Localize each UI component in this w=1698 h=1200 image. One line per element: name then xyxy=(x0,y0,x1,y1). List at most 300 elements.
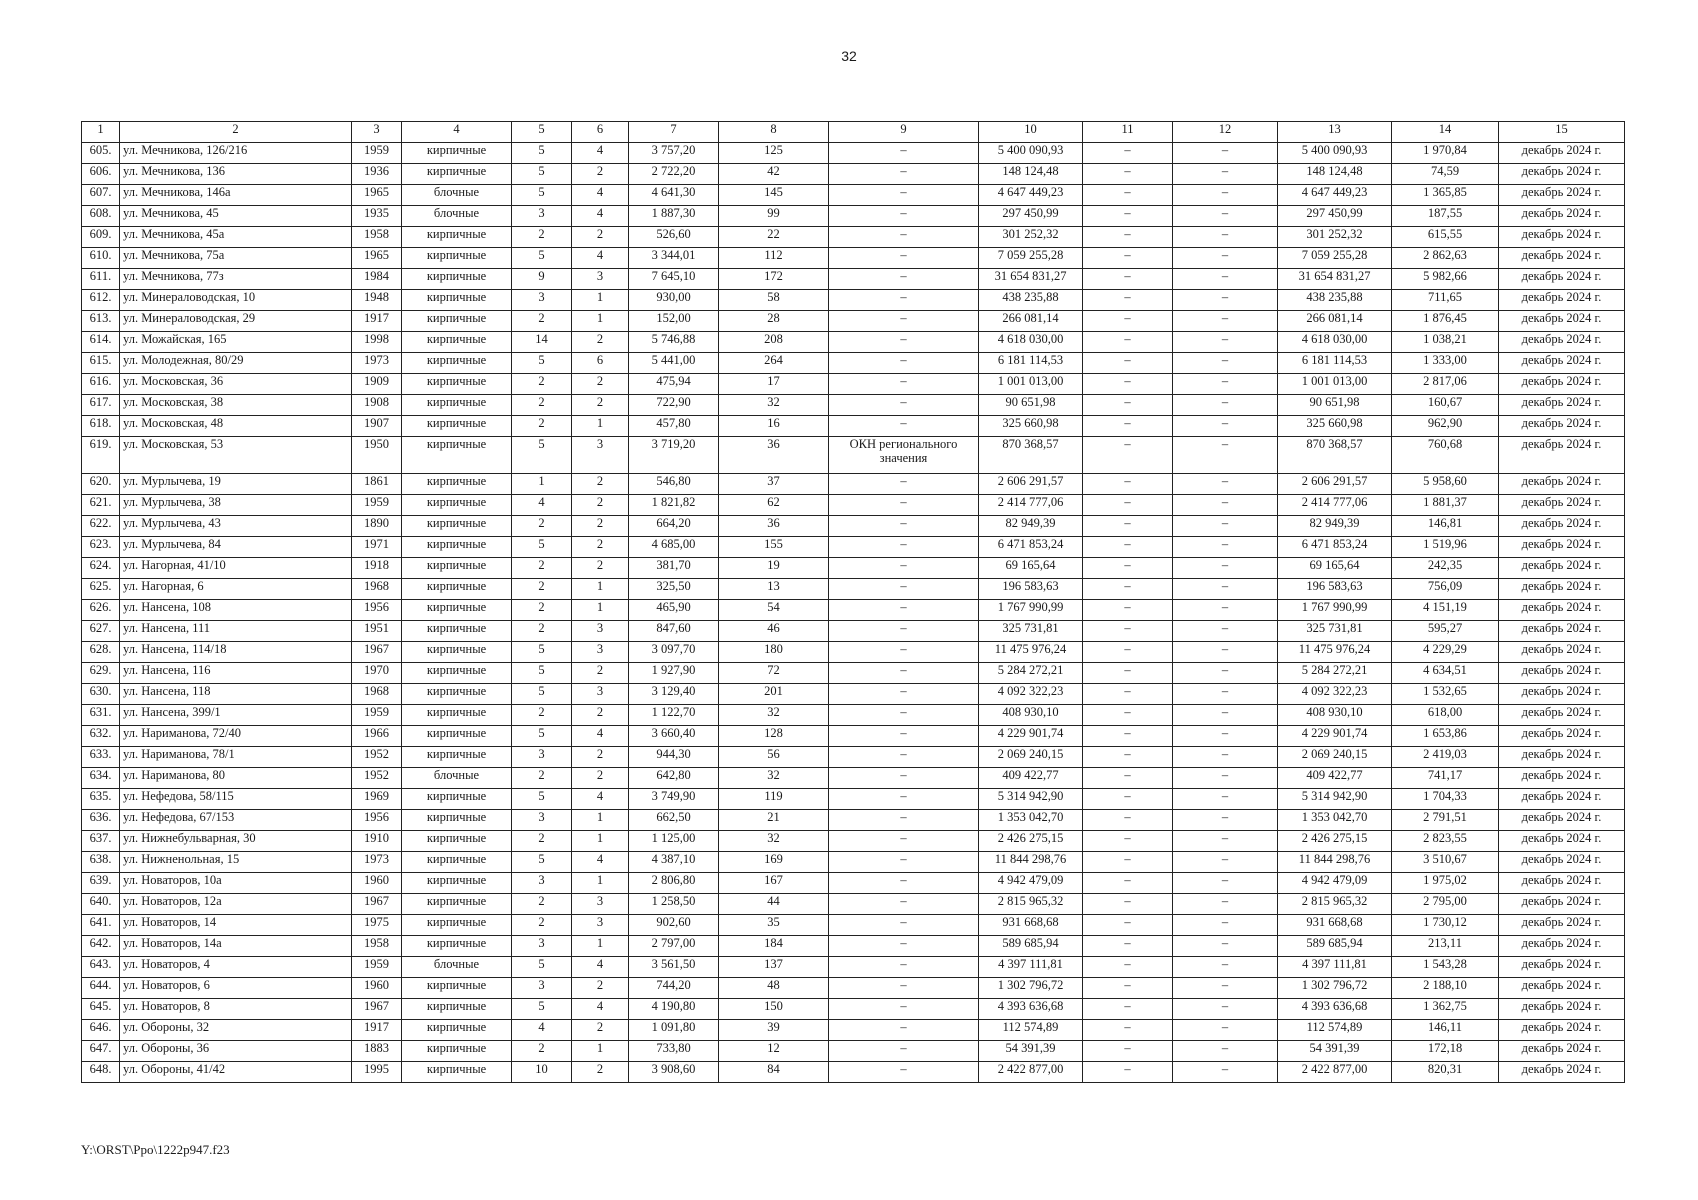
table-cell: 3 xyxy=(512,936,572,957)
table-cell: 615. xyxy=(82,353,120,374)
table-cell: 150 xyxy=(719,999,829,1020)
table-cell: кирпичные xyxy=(402,395,512,416)
table-cell: 642,80 xyxy=(629,768,719,789)
table-cell: 647. xyxy=(82,1041,120,1062)
table-cell: 1967 xyxy=(352,642,402,663)
table-cell: – xyxy=(1083,395,1173,416)
table-cell: 5 400 090,93 xyxy=(979,143,1083,164)
table-cell: кирпичные xyxy=(402,936,512,957)
table-row xyxy=(82,894,1625,915)
table-cell: – xyxy=(1083,1062,1173,1083)
table-cell: 58 xyxy=(719,290,829,311)
table-cell: 5 xyxy=(512,684,572,705)
table-cell: ул. Нагорная, 41/10 xyxy=(120,558,352,579)
column-header: 12 xyxy=(1173,122,1278,143)
table-cell: – xyxy=(1173,726,1278,747)
table-cell: 4 xyxy=(572,248,629,269)
table-cell: 22 xyxy=(719,227,829,248)
table-cell: 155 xyxy=(719,537,829,558)
table-cell: декабрь 2024 г. xyxy=(1499,395,1625,416)
table-cell: 1 xyxy=(572,1041,629,1062)
table-cell: кирпичные xyxy=(402,474,512,495)
table-cell: ул. Нансена, 118 xyxy=(120,684,352,705)
table-cell: 5 284 272,21 xyxy=(979,663,1083,684)
table-cell: 4 190,80 xyxy=(629,999,719,1020)
table-cell: – xyxy=(1173,978,1278,999)
table-cell: 148 124,48 xyxy=(1278,164,1392,185)
table-cell: кирпичные xyxy=(402,789,512,810)
table-cell: 325 660,98 xyxy=(979,416,1083,437)
table-cell: 208 xyxy=(719,332,829,353)
table-cell: 627. xyxy=(82,621,120,642)
table-cell: ул. Обороны, 32 xyxy=(120,1020,352,1041)
table-cell: 722,90 xyxy=(629,395,719,416)
table-cell: ул. Мурлычева, 19 xyxy=(120,474,352,495)
table-cell: кирпичные xyxy=(402,437,512,474)
table-cell: – xyxy=(1083,1041,1173,1062)
table-cell: 9 xyxy=(512,269,572,290)
table-cell: 1959 xyxy=(352,495,402,516)
table-cell: 2 xyxy=(512,374,572,395)
table-cell: – xyxy=(829,516,979,537)
table-cell: – xyxy=(1173,164,1278,185)
table-cell: 643. xyxy=(82,957,120,978)
table-cell: 2 817,06 xyxy=(1392,374,1499,395)
table-cell: 1 001 013,00 xyxy=(979,374,1083,395)
table-cell: 1 xyxy=(572,311,629,332)
table-cell: кирпичные xyxy=(402,747,512,768)
table-cell: кирпичные xyxy=(402,495,512,516)
table-cell: кирпичные xyxy=(402,374,512,395)
table-cell: 72 xyxy=(719,663,829,684)
table-cell: 608. xyxy=(82,206,120,227)
table-cell: ул. Минераловодская, 29 xyxy=(120,311,352,332)
table-cell: 1909 xyxy=(352,374,402,395)
table-cell: 1 xyxy=(572,873,629,894)
table-cell: 5 xyxy=(512,143,572,164)
table-cell: кирпичные xyxy=(402,831,512,852)
table-cell: 409 422,77 xyxy=(1278,768,1392,789)
table-cell: ул. Мечникова, 45 xyxy=(120,206,352,227)
table-cell: 1 xyxy=(572,290,629,311)
table-cell: ул. Нефедова, 58/115 xyxy=(120,789,352,810)
table-cell: 1973 xyxy=(352,852,402,873)
table-cell: – xyxy=(1083,873,1173,894)
table-cell: 2 xyxy=(572,1062,629,1083)
table-cell: – xyxy=(1083,810,1173,831)
table-cell: – xyxy=(1083,957,1173,978)
table-cell: 1 xyxy=(572,600,629,621)
table-cell: декабрь 2024 г. xyxy=(1499,248,1625,269)
table-cell: 609. xyxy=(82,227,120,248)
table-cell: 196 583,63 xyxy=(979,579,1083,600)
table-cell: декабрь 2024 г. xyxy=(1499,978,1625,999)
table-cell: 641. xyxy=(82,915,120,936)
table-cell: – xyxy=(829,810,979,831)
table-row xyxy=(82,663,1625,684)
table-cell: – xyxy=(1083,206,1173,227)
table-cell: декабрь 2024 г. xyxy=(1499,437,1625,474)
table-cell: 5 441,00 xyxy=(629,353,719,374)
table-cell: кирпичные xyxy=(402,810,512,831)
table-cell: ул. Нижненольная, 15 xyxy=(120,852,352,873)
table-cell: ул. Нагорная, 6 xyxy=(120,579,352,600)
table-cell: 145 xyxy=(719,185,829,206)
table-cell: – xyxy=(829,374,979,395)
table-row xyxy=(82,474,1625,495)
table-cell: 3 xyxy=(512,810,572,831)
table-cell: декабрь 2024 г. xyxy=(1499,999,1625,1020)
table-cell: – xyxy=(829,768,979,789)
table-cell: – xyxy=(829,999,979,1020)
table-cell: 1948 xyxy=(352,290,402,311)
table-cell: – xyxy=(1173,579,1278,600)
table-cell: 3 129,40 xyxy=(629,684,719,705)
table-cell: 4 647 449,23 xyxy=(979,185,1083,206)
table-cell: 3 xyxy=(512,747,572,768)
table-cell: – xyxy=(1083,374,1173,395)
table-cell: 42 xyxy=(719,164,829,185)
table-cell: декабрь 2024 г. xyxy=(1499,1020,1625,1041)
table-cell: ул. Новаторов, 6 xyxy=(120,978,352,999)
table-cell: 648. xyxy=(82,1062,120,1083)
table-cell: 1950 xyxy=(352,437,402,474)
table-cell: 99 xyxy=(719,206,829,227)
table-cell: 2 xyxy=(572,537,629,558)
table-cell: – xyxy=(1083,495,1173,516)
table-cell: – xyxy=(1173,894,1278,915)
table-cell: 1956 xyxy=(352,600,402,621)
table-cell: кирпичные xyxy=(402,353,512,374)
table-cell: кирпичные xyxy=(402,416,512,437)
table-cell: 1 xyxy=(512,474,572,495)
table-cell: 62 xyxy=(719,495,829,516)
table-cell: 2 xyxy=(512,416,572,437)
table-cell: 5 xyxy=(512,957,572,978)
table-cell: 5 xyxy=(512,789,572,810)
table-cell: 1970 xyxy=(352,663,402,684)
table-cell: 2 xyxy=(512,227,572,248)
table-cell: 3 xyxy=(572,621,629,642)
table-cell: ул. Нижнебульварная, 30 xyxy=(120,831,352,852)
table-cell: 741,17 xyxy=(1392,768,1499,789)
table-cell: декабрь 2024 г. xyxy=(1499,474,1625,495)
table-cell: – xyxy=(829,537,979,558)
table-cell: 1965 xyxy=(352,185,402,206)
table-cell: кирпичные xyxy=(402,999,512,1020)
table-cell: 438 235,88 xyxy=(1278,290,1392,311)
table-cell: – xyxy=(1083,579,1173,600)
table-cell: 5 746,88 xyxy=(629,332,719,353)
table-row xyxy=(82,395,1625,416)
table-cell: 14 xyxy=(512,332,572,353)
table-cell: – xyxy=(829,600,979,621)
table-cell: – xyxy=(1083,164,1173,185)
table-cell: 4 xyxy=(572,185,629,206)
table-cell: 2 xyxy=(512,516,572,537)
table-cell: 2 795,00 xyxy=(1392,894,1499,915)
table-cell: – xyxy=(829,474,979,495)
table-cell: 2 xyxy=(572,474,629,495)
table-cell: 146,81 xyxy=(1392,516,1499,537)
table-cell: – xyxy=(829,416,979,437)
table-cell: – xyxy=(1173,206,1278,227)
table-cell: 546,80 xyxy=(629,474,719,495)
table-row xyxy=(82,621,1625,642)
table-cell: 2 xyxy=(572,227,629,248)
table-cell: 325 731,81 xyxy=(979,621,1083,642)
table-cell: 4 151,19 xyxy=(1392,600,1499,621)
table-cell: 632. xyxy=(82,726,120,747)
table-cell: 187,55 xyxy=(1392,206,1499,227)
table-cell: декабрь 2024 г. xyxy=(1499,663,1625,684)
table-cell: 1 821,82 xyxy=(629,495,719,516)
table-cell: декабрь 2024 г. xyxy=(1499,789,1625,810)
table-cell: 301 252,32 xyxy=(1278,227,1392,248)
table-cell: 644. xyxy=(82,978,120,999)
table-cell: – xyxy=(1173,747,1278,768)
table-cell: 39 xyxy=(719,1020,829,1041)
table-cell: 645. xyxy=(82,999,120,1020)
table-cell: 1 xyxy=(572,416,629,437)
table-cell: 2 069 240,15 xyxy=(1278,747,1392,768)
table-cell: 2 xyxy=(572,395,629,416)
table-cell: ул. Московская, 38 xyxy=(120,395,352,416)
table-cell: 2 419,03 xyxy=(1392,747,1499,768)
column-header: 9 xyxy=(829,122,979,143)
table-cell: – xyxy=(1173,269,1278,290)
table-cell: – xyxy=(829,915,979,936)
table-cell: 2 823,55 xyxy=(1392,831,1499,852)
table-cell: – xyxy=(829,642,979,663)
table-cell: – xyxy=(829,789,979,810)
table-cell: – xyxy=(1173,395,1278,416)
table-cell: 167 xyxy=(719,873,829,894)
table-cell: 638. xyxy=(82,852,120,873)
table-cell: – xyxy=(1173,999,1278,1020)
table-cell: декабрь 2024 г. xyxy=(1499,416,1625,437)
table-cell: декабрь 2024 г. xyxy=(1499,227,1625,248)
table-cell: – xyxy=(829,936,979,957)
table-cell: 902,60 xyxy=(629,915,719,936)
table-cell: 4 229,29 xyxy=(1392,642,1499,663)
table-cell: – xyxy=(1083,999,1173,1020)
table-cell: – xyxy=(829,1020,979,1041)
table-cell: 617. xyxy=(82,395,120,416)
table-cell: – xyxy=(1173,684,1278,705)
table-cell: – xyxy=(1083,705,1173,726)
table-cell: 2 xyxy=(572,768,629,789)
table-cell: 82 949,39 xyxy=(1278,516,1392,537)
table-cell: 2 xyxy=(572,705,629,726)
table-cell: кирпичные xyxy=(402,311,512,332)
table-cell: – xyxy=(1083,516,1173,537)
table-cell: 2 xyxy=(512,894,572,915)
table-cell: 4 397 111,81 xyxy=(1278,957,1392,978)
table-cell: 618,00 xyxy=(1392,705,1499,726)
table-cell: декабрь 2024 г. xyxy=(1499,185,1625,206)
table-cell: 2 426 275,15 xyxy=(1278,831,1392,852)
table-cell: 1995 xyxy=(352,1062,402,1083)
column-header: 4 xyxy=(402,122,512,143)
table-cell: кирпичные xyxy=(402,852,512,873)
table-cell: 1960 xyxy=(352,978,402,999)
table-cell: 11 844 298,76 xyxy=(979,852,1083,873)
table-cell: – xyxy=(1173,143,1278,164)
table-cell: 5 xyxy=(512,437,572,474)
table-cell: 5 xyxy=(512,852,572,873)
table-row xyxy=(82,789,1625,810)
table-cell: 1 730,12 xyxy=(1392,915,1499,936)
table-cell: 634. xyxy=(82,768,120,789)
table-cell: 1 704,33 xyxy=(1392,789,1499,810)
table-cell: – xyxy=(829,311,979,332)
table-cell: 1952 xyxy=(352,747,402,768)
table-cell: – xyxy=(1173,353,1278,374)
table-cell: блочные xyxy=(402,206,512,227)
table-cell: ул. Новаторов, 10а xyxy=(120,873,352,894)
table-cell: 408 930,10 xyxy=(1278,705,1392,726)
table-cell: 628. xyxy=(82,642,120,663)
table-cell: 2 xyxy=(572,558,629,579)
table-cell: – xyxy=(1173,248,1278,269)
table-cell: 2 xyxy=(512,705,572,726)
table-cell: ул. Московская, 53 xyxy=(120,437,352,474)
table-cell: 4 397 111,81 xyxy=(979,957,1083,978)
table-row xyxy=(82,1020,1625,1041)
table-row xyxy=(82,248,1625,269)
table-cell: 1 xyxy=(572,810,629,831)
table-cell: 3 xyxy=(512,206,572,227)
table-cell: – xyxy=(1083,642,1173,663)
table-cell: – xyxy=(1083,437,1173,474)
table-row xyxy=(82,311,1625,332)
table-cell: – xyxy=(829,894,979,915)
table-cell: – xyxy=(1083,789,1173,810)
table-cell: 35 xyxy=(719,915,829,936)
table-cell: 196 583,63 xyxy=(1278,579,1392,600)
table-cell: – xyxy=(1083,936,1173,957)
table-cell: 1 038,21 xyxy=(1392,332,1499,353)
table-cell: – xyxy=(829,579,979,600)
table-cell: 137 xyxy=(719,957,829,978)
table-cell: 3 xyxy=(572,915,629,936)
table-cell: 637. xyxy=(82,831,120,852)
table-cell: – xyxy=(1083,353,1173,374)
table-row xyxy=(82,374,1625,395)
table-cell: 3 xyxy=(512,290,572,311)
table-cell: 756,09 xyxy=(1392,579,1499,600)
table-cell: 1975 xyxy=(352,915,402,936)
table-cell: – xyxy=(1173,915,1278,936)
table-cell: 4 xyxy=(572,206,629,227)
table-cell: 3 660,40 xyxy=(629,726,719,747)
table-cell: – xyxy=(1083,416,1173,437)
table-cell: 32 xyxy=(719,831,829,852)
table-cell: 5 284 272,21 xyxy=(1278,663,1392,684)
table-cell: – xyxy=(1173,537,1278,558)
table-cell: кирпичные xyxy=(402,537,512,558)
table-cell: ОКН регионального значения xyxy=(829,437,979,474)
table-cell: – xyxy=(1083,311,1173,332)
table-cell: 1 302 796,72 xyxy=(979,978,1083,999)
table-cell: – xyxy=(1083,894,1173,915)
table-cell: 2 862,63 xyxy=(1392,248,1499,269)
table-cell: 1951 xyxy=(352,621,402,642)
table-row xyxy=(82,831,1625,852)
table-cell: 3 510,67 xyxy=(1392,852,1499,873)
table-cell: 631. xyxy=(82,705,120,726)
table-cell: 2 xyxy=(572,495,629,516)
table-cell: 931 668,68 xyxy=(979,915,1083,936)
table-cell: 2 xyxy=(512,831,572,852)
table-cell: 2 xyxy=(572,164,629,185)
table-cell: 36 xyxy=(719,516,829,537)
table-cell: 4 xyxy=(572,852,629,873)
table-cell: 611. xyxy=(82,269,120,290)
table-cell: ул. Нансена, 108 xyxy=(120,600,352,621)
table-cell: 2 xyxy=(572,747,629,768)
table-cell: 1958 xyxy=(352,936,402,957)
table-cell: 172 xyxy=(719,269,829,290)
column-header: 2 xyxy=(120,122,352,143)
table-row xyxy=(82,642,1625,663)
table-cell: 1 543,28 xyxy=(1392,957,1499,978)
table-cell: кирпичные xyxy=(402,684,512,705)
table-cell: 297 450,99 xyxy=(1278,206,1392,227)
table-cell: 11 475 976,24 xyxy=(1278,642,1392,663)
table-cell: 148 124,48 xyxy=(979,164,1083,185)
table-cell: декабрь 2024 г. xyxy=(1499,810,1625,831)
table-cell: декабрь 2024 г. xyxy=(1499,1041,1625,1062)
table-cell: 3 xyxy=(572,642,629,663)
table-cell: – xyxy=(829,957,979,978)
table-cell: декабрь 2024 г. xyxy=(1499,332,1625,353)
table-cell: 870 368,57 xyxy=(979,437,1083,474)
table-cell: 1984 xyxy=(352,269,402,290)
table-row xyxy=(82,332,1625,353)
table-cell: – xyxy=(829,185,979,206)
table-cell: 2 xyxy=(572,663,629,684)
table-cell: кирпичные xyxy=(402,290,512,311)
table-cell: 4 634,51 xyxy=(1392,663,1499,684)
table-body xyxy=(82,143,1625,1083)
table-cell: – xyxy=(1083,726,1173,747)
table-cell: 646. xyxy=(82,1020,120,1041)
table-cell: декабрь 2024 г. xyxy=(1499,143,1625,164)
table-cell: 3 xyxy=(512,873,572,894)
table-cell: 74,59 xyxy=(1392,164,1499,185)
table-cell: – xyxy=(1083,1020,1173,1041)
table-cell: – xyxy=(829,978,979,999)
table-cell: 5 xyxy=(512,537,572,558)
table-cell: 32 xyxy=(719,395,829,416)
table-row xyxy=(82,600,1625,621)
table-cell: декабрь 2024 г. xyxy=(1499,894,1625,915)
table-cell: – xyxy=(1173,495,1278,516)
table-cell: – xyxy=(1173,311,1278,332)
table-cell: 1960 xyxy=(352,873,402,894)
table-cell: 2 426 275,15 xyxy=(979,831,1083,852)
table-cell: 1 001 013,00 xyxy=(1278,374,1392,395)
table-cell: – xyxy=(1083,143,1173,164)
table-cell: 6 471 853,24 xyxy=(979,537,1083,558)
table-cell: 624. xyxy=(82,558,120,579)
table-cell: кирпичные xyxy=(402,621,512,642)
table-cell: ул. Новаторов, 14 xyxy=(120,915,352,936)
table-cell: 1 887,30 xyxy=(629,206,719,227)
table-cell: 1968 xyxy=(352,684,402,705)
